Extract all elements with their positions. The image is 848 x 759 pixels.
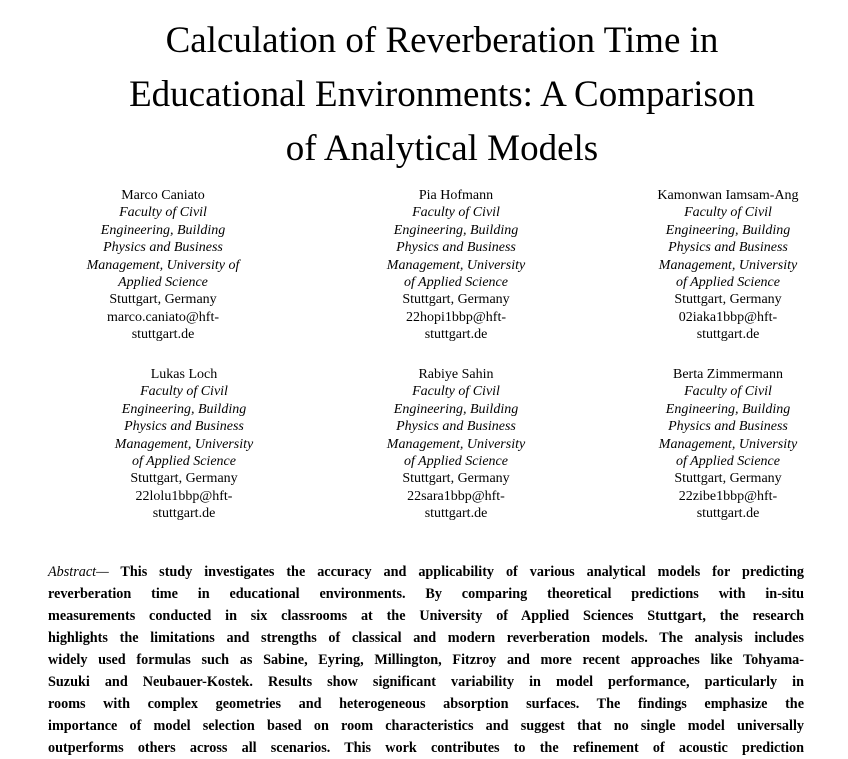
author-email[interactable]: stuttgart.de (152, 506, 216, 522)
title-line: Educational Environments: A Comparison (129, 74, 755, 115)
author-affiliation: Management, University (114, 436, 254, 452)
author-name: Pia Hofmann (418, 188, 494, 203)
author-affiliation: Faculty of Civil (684, 205, 772, 221)
author-name: Rabiye Sahin (418, 367, 494, 382)
author-affiliation: Engineering, Building (393, 222, 519, 238)
author-email[interactable]: 22zibe1bbp@hft- (678, 488, 778, 504)
author-affiliation: Faculty of Civil (684, 384, 772, 400)
abstract-text: This study investigates the accuracy and applicability of various analytical models for predicting (120, 564, 804, 580)
author-name: Marco Caniato (121, 188, 205, 203)
author-email[interactable]: stuttgart.de (696, 506, 760, 522)
abstract-line: widely used formulas such as Sabine, Eyring, Millington, Fitzroy and more recent approaches like Tohyama- (48, 652, 804, 668)
author-location: Stuttgart, Germany (674, 292, 782, 308)
author-affiliation: Faculty of Civil (412, 205, 500, 221)
author-affiliation: Engineering, Building (100, 222, 226, 238)
author-affiliation: Engineering, Building (665, 222, 791, 238)
author-email[interactable]: 22sara1bbp@hft- (407, 488, 505, 504)
author-affiliation: Physics and Business (396, 419, 516, 435)
author-affiliation: Physics and Business (103, 240, 223, 256)
author-affiliation: Faculty of Civil (140, 384, 228, 400)
author-block (68, 187, 258, 344)
abstract-line (48, 561, 804, 583)
abstract (48, 561, 804, 759)
title-line: Calculation of Reverberation Time in (165, 20, 719, 61)
author-email[interactable]: stuttgart.de (696, 327, 760, 343)
author-block (633, 366, 823, 523)
paper-title (60, 14, 824, 176)
author-affiliation: of Applied Science (676, 454, 780, 470)
author-affiliation: Physics and Business (124, 419, 244, 435)
author-affiliation: Physics and Business (396, 240, 516, 256)
author-affiliation: of Applied Science (132, 454, 236, 470)
author-affiliation: Management, University (386, 436, 526, 452)
author-affiliation: Engineering, Building (393, 401, 519, 417)
author-block (89, 366, 279, 523)
abstract-line: reverberation time in educational environments. By comparing theoretical predictions with in-situ (48, 586, 804, 602)
author-block (361, 366, 551, 523)
author-affiliation: Physics and Business (668, 240, 788, 256)
author-location: Stuttgart, Germany (402, 292, 510, 308)
abstract-line: Suzuki and Neubauer-Kostek. Results show significant variability in model performance, particularly in (48, 674, 804, 690)
abstract-line: measurements conducted in six classrooms at the University of Applied Sciences Stuttgart, the research (48, 608, 804, 624)
author-email[interactable]: stuttgart.de (424, 506, 488, 522)
abstract-label: Abstract (48, 564, 97, 580)
author-block (361, 187, 551, 344)
author-affiliation: of Applied Science (676, 275, 780, 291)
title-line: of Analytical Models (285, 128, 599, 169)
author-email[interactable]: marco.caniato@hft- (106, 309, 219, 325)
author-name: Kamonwan Iamsam-Ang (657, 188, 799, 203)
author-location: Stuttgart, Germany (109, 292, 217, 308)
author-block (633, 187, 823, 344)
author-affiliation: Engineering, Building (121, 401, 247, 417)
author-affiliation: Management, University (386, 257, 526, 273)
abstract-line: importance of model selection based on room characteristics and suggest that no single model universally (48, 718, 804, 734)
author-location: Stuttgart, Germany (130, 471, 238, 487)
author-email[interactable]: 02iaka1bbp@hft- (678, 309, 778, 325)
author-affiliation: Applied Science (118, 275, 208, 291)
author-email[interactable]: stuttgart.de (424, 327, 488, 343)
author-email[interactable]: 22hopi1bbp@hft- (406, 309, 506, 325)
author-affiliation: Management, University (658, 436, 798, 452)
abstract-line: highlights the limitations and strengths of classical and modern reverberation models. The analysis includes (48, 630, 804, 646)
author-affiliation: Engineering, Building (665, 401, 791, 417)
author-affiliation: Management, University of (86, 257, 240, 273)
abstract-dash: — (96, 564, 109, 580)
author-name: Berta Zimmermann (672, 367, 784, 382)
author-location: Stuttgart, Germany (402, 471, 510, 487)
abstract-line: outperforms others across all scenarios. This work contributes to the refinement of acoustic prediction (48, 740, 804, 756)
author-email[interactable]: 22lolu1bbp@hft- (135, 488, 233, 504)
author-affiliation: Physics and Business (668, 419, 788, 435)
author-affiliation: Faculty of Civil (119, 205, 207, 221)
author-location: Stuttgart, Germany (674, 471, 782, 487)
author-affiliation: of Applied Science (404, 454, 508, 470)
author-name: Lukas Loch (150, 367, 218, 382)
author-affiliation: Management, University (658, 257, 798, 273)
author-affiliation: of Applied Science (404, 275, 508, 291)
abstract-line: rooms with complex geometries and heterogeneous absorption surfaces. The findings emphasize the (48, 696, 804, 712)
author-email[interactable]: stuttgart.de (131, 327, 195, 343)
author-affiliation: Faculty of Civil (412, 384, 500, 400)
